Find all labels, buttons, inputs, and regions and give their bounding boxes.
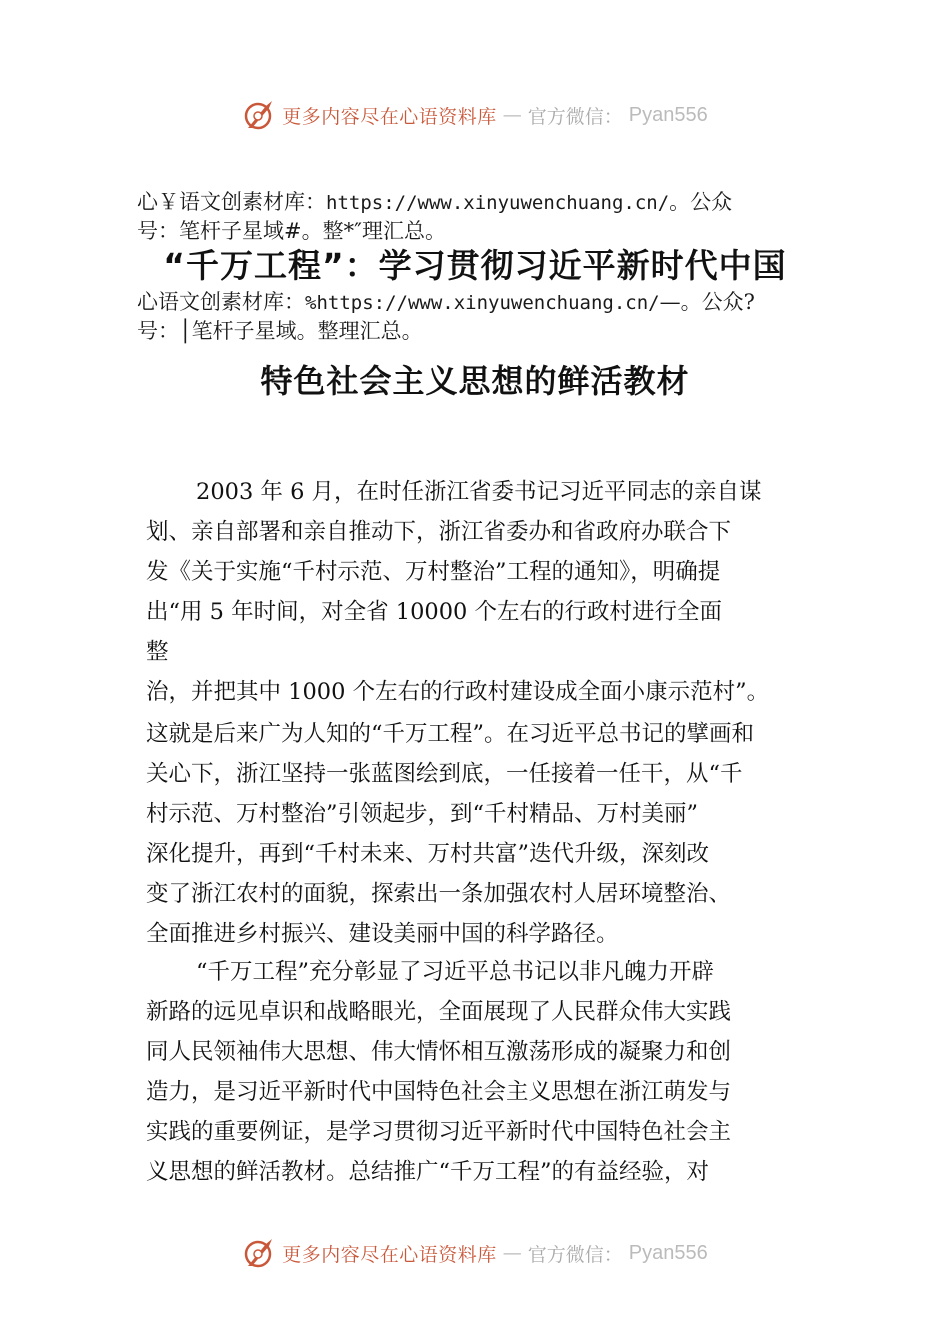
footer-banner (0, 1233, 950, 1273)
document-title-line-2: 特色社会主义思想的鲜活教材 (260, 362, 690, 400)
body-line: 新路的远见卓识和战略眼光，全面展现了人民群众伟大实践 (146, 999, 732, 1025)
watermark-note-2-line1 (137, 288, 857, 317)
body-line: 这就是后来广为人知的“千万工程”。在习近平总书记的擘画和 (146, 721, 755, 747)
body-line: 同人民领袖伟大思想、伟大情怀相互激荡形成的凝聚力和创 (146, 1039, 732, 1065)
body-line: 义思想的鲜活教材。总结推广“千万工程”的有益经验，对 (146, 1159, 710, 1185)
banner-wechat-label: 官方微信： (527, 1243, 623, 1266)
watermark-note-1-suffix: 。公众 (669, 190, 733, 214)
banner-wechat-id: Pyan556 (628, 103, 708, 126)
body-line: 造力，是习近平新时代中国特色社会主义思想在浙江萌发与 (146, 1079, 732, 1105)
banner-wechat-id: Pyan556 (628, 1241, 708, 1264)
body-line: 出“用 5 年时间，对全省 10000 个左右的行政村进行全面 (146, 599, 723, 625)
banner-text: 更多内容尽在心语资料库 (282, 105, 497, 128)
body-line: 全面推进乡村振兴、建设美丽中国的科学路径。 (146, 921, 619, 947)
banner-separator: — (502, 1242, 522, 1264)
quill-logo-icon (242, 98, 276, 132)
watermark-note-2 (137, 288, 857, 345)
watermark-note-1 (137, 188, 857, 245)
quill-logo-icon (242, 1236, 276, 1270)
body-line: 实践的重要例证，是学习贯彻习近平新时代中国特色社会主 (146, 1119, 732, 1145)
body-line: “千万工程”充分彰显了习近平总书记以非凡魄力开辟 (196, 959, 715, 985)
watermark-note-2-url: %https://www.xinyuwenchuang.cn/ (305, 292, 660, 314)
banner-text: 更多内容尽在心语资料库 (282, 1243, 497, 1266)
watermark-note-1-url: https://www.xinyuwenchuang.cn/ (326, 192, 670, 214)
document-title-line-1: “千万工程”：学习贯彻习近平新时代中国 (163, 246, 787, 285)
body-line: 划、亲自部署和亲自推动下，浙江省委办和省政府办联合下 (146, 519, 732, 545)
watermark-note-1-prefix: 心￥语文创素材库： (137, 190, 326, 214)
body-line: 关心下，浙江坚持一张蓝图绘到底，一任接着一任干，从“千 (146, 761, 743, 787)
watermark-note-2-prefix: 心语文创素材库： (137, 290, 305, 314)
watermark-note-1-line1 (137, 188, 857, 217)
body-line: 2003 年 6 月，在时任浙江省委书记习近平同志的亲自谋 (196, 479, 762, 505)
body-line: 深化提升，再到“千村未来、万村共富”迭代升级，深刻改 (146, 841, 710, 867)
body-line: 整 (146, 639, 169, 665)
watermark-note-2-line2: 号：│笔杆子星域。整理汇总。 (137, 319, 423, 343)
watermark-note-1-line2: 号：笔杆子星域#。整*″理汇总。 (137, 219, 446, 243)
body-line: 发《关于实施“千村示范、万村整治”工程的通知》，明确提 (146, 559, 721, 585)
watermark-note-2-suffix: —。公众? (659, 290, 755, 314)
banner-wechat-label: 官方微信： (527, 105, 623, 128)
header-banner (0, 95, 950, 135)
banner-separator: — (502, 104, 522, 126)
body-line: 治，并把其中 1000 个左右的行政村建设成全面小康示范村”。 (146, 679, 770, 705)
body-line: 村示范、万村整治”引领起步，到“千村精品、万村美丽” (146, 801, 699, 827)
body-line: 变了浙江农村的面貌，探索出一条加强农村人居环境整治、 (146, 881, 732, 907)
